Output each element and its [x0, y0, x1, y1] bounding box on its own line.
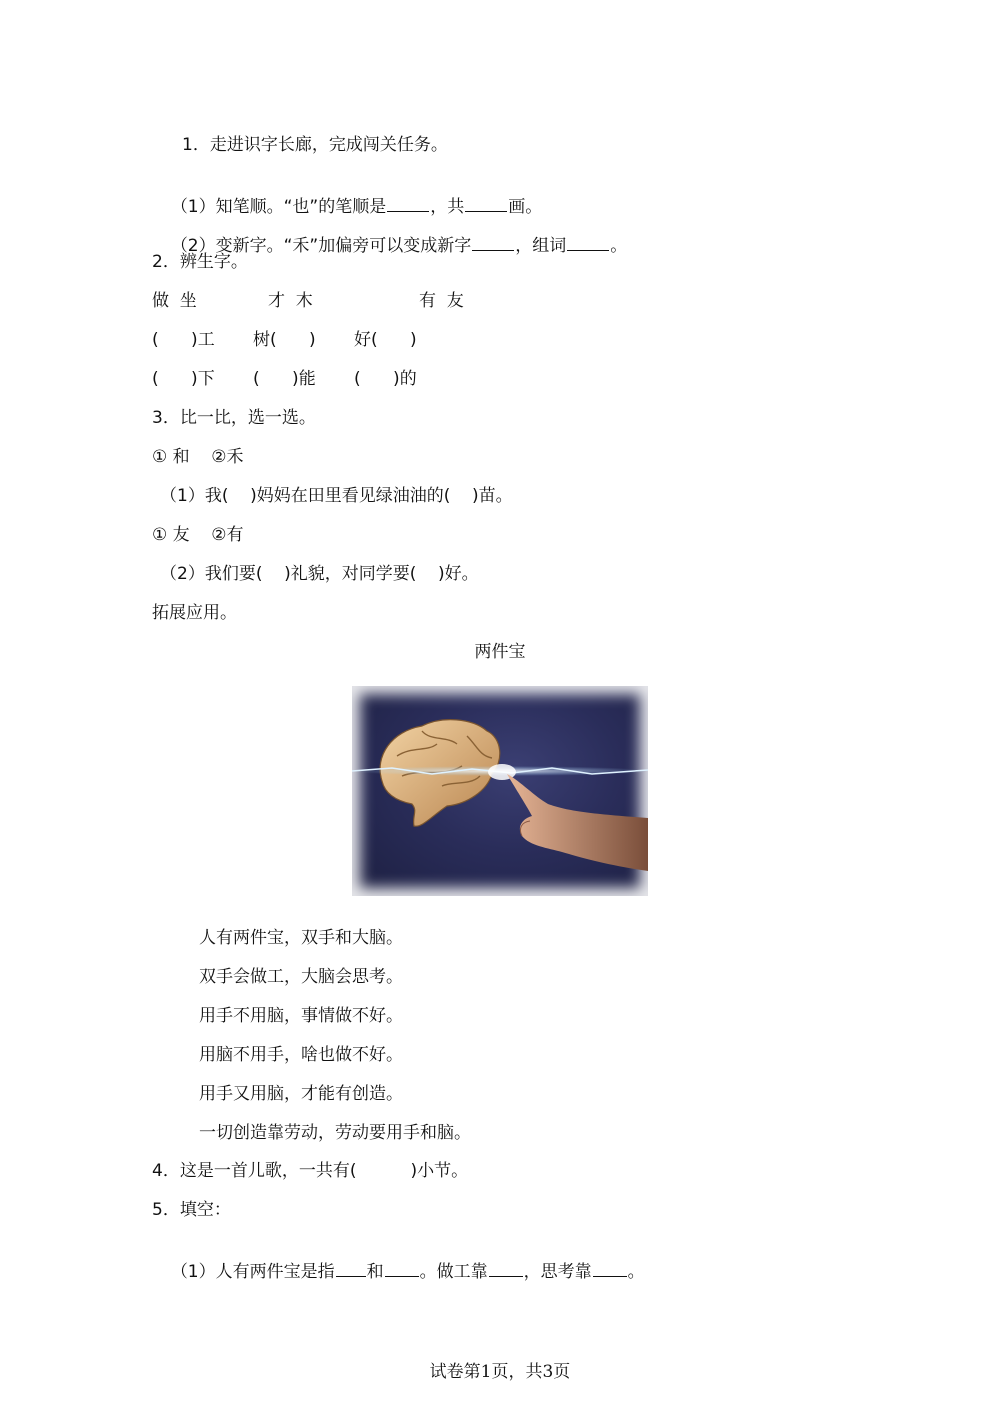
poem-line-1: 人有两件宝，双手和大脑。 [199, 928, 403, 948]
q2-blank-r2c1[interactable]: ( )下 [152, 369, 215, 389]
q3-options-1: ① 和 ②禾 [152, 447, 244, 467]
q5-title: 5．填空： [152, 1200, 231, 1220]
q2-blank-r2c2[interactable]: ( )能 [253, 369, 316, 389]
q3-sentence-1[interactable]: （1）我( )妈妈在田里看见绿油油的( )苗。 [160, 486, 513, 506]
q5-sub1 [160, 1238, 645, 1283]
q1-sub1-text-b: ，共 [430, 197, 465, 217]
extension-label: 拓展应用。 [152, 603, 237, 623]
q1-sub2-text-a: （2）变新字。“禾”加偏旁可以变成新字 [170, 236, 472, 256]
q1-sub1-text-a: （1）知笔顺。“也”的笔顺是 [170, 197, 387, 217]
q3-sentence-2[interactable]: （2）我们要( )礼貌，对同学要( )好。 [160, 564, 479, 584]
q2-pair2: 才 木 [268, 291, 313, 311]
poem-line-5: 用手又用脑，才能有创造。 [199, 1084, 403, 1104]
poem-line-6: 一切创造靠劳动，劳动要用手和脑。 [199, 1123, 471, 1143]
q2-blank-r1c2[interactable]: 树( ) [253, 330, 316, 350]
q1-blank-new-char[interactable] [472, 234, 514, 251]
brain-hand-image [352, 686, 648, 896]
q1-blank-word[interactable] [567, 234, 609, 251]
q5-text-e: 。 [627, 1262, 645, 1282]
q1-title: 1．走进识字长廊，完成闯关任务。 [182, 135, 448, 155]
q1-sub1-text-c: 画。 [508, 197, 543, 217]
q5-text-b: 和 [366, 1262, 384, 1282]
page-footer: 试卷第1页，共3页 [429, 1362, 571, 1382]
q5-text-d: ，思考靠 [523, 1262, 592, 1282]
q2-pair1: 做 坐 [152, 291, 197, 311]
brain-hand-illustration [352, 686, 648, 896]
q5-text-c: 。做工靠 [419, 1262, 488, 1282]
poem-line-4: 用脑不用手，啥也做不好。 [199, 1045, 403, 1065]
q2-pair3: 有 友 [419, 291, 464, 311]
q5-text-a: （1）人有两件宝是指 [170, 1262, 335, 1282]
q5-blank-4[interactable] [593, 1260, 627, 1277]
q1-sub2-text-c: 。 [610, 236, 628, 256]
q2-title: 2．辨生字。 [152, 252, 248, 272]
q5-blank-1[interactable] [336, 1260, 366, 1277]
q3-title: 3．比一比，选一选。 [152, 408, 316, 428]
q2-blank-r2c3[interactable]: ( )的 [354, 369, 417, 389]
q5-blank-3[interactable] [489, 1260, 523, 1277]
q4-text[interactable]: 4．这是一首儿歌，一共有( )小节。 [152, 1161, 469, 1181]
q3-options-2: ① 友 ②有 [152, 525, 244, 545]
poem-title: 两件宝 [474, 642, 526, 662]
q1-sub2-text-b: ，组词 [515, 236, 567, 256]
poem-line-3: 用手不用脑，事情做不好。 [199, 1006, 403, 1026]
q1-blank-stroke-count[interactable] [465, 195, 507, 212]
q2-blank-r1c3[interactable]: 好( ) [354, 330, 417, 350]
poem-line-2: 双手会做工，大脑会思考。 [199, 967, 403, 987]
q5-blank-2[interactable] [385, 1260, 419, 1277]
q1-blank-stroke-order[interactable] [387, 195, 429, 212]
q2-blank-r1c1[interactable]: ( )工 [152, 330, 215, 350]
